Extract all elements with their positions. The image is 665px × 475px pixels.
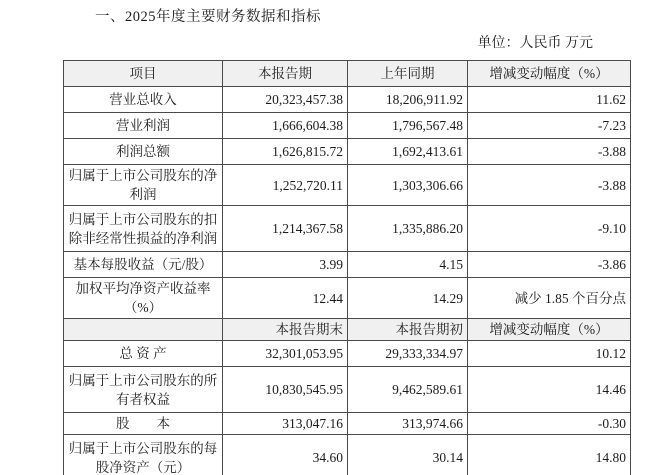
row-change: -3.88 xyxy=(468,165,631,206)
row-label: 归属于上市公司股东的净利润 xyxy=(64,165,223,206)
row-change: 10.12 xyxy=(468,341,631,367)
row-change: -9.10 xyxy=(468,206,631,252)
row-label: 股 本 xyxy=(64,413,223,435)
table-row xyxy=(64,435,631,475)
row-label: 归属于上市公司股东的每股净资产（元） xyxy=(64,435,223,475)
table-header-row-1 xyxy=(64,61,631,87)
unit-label: 单位：人民币 万元 xyxy=(477,36,593,51)
row-label: 营业利润 xyxy=(64,113,223,139)
row-current: 3.99 xyxy=(223,252,348,278)
row-prior: 1,796,567.48 xyxy=(348,113,468,139)
row-label: 加权平均净资产收益率（%） xyxy=(64,278,223,319)
row-prior: 18,206,911.92 xyxy=(348,87,468,113)
header-period-end: 本报告期末 xyxy=(223,319,348,341)
header-item-blank xyxy=(64,319,223,341)
row-prior: 9,462,589.61 xyxy=(348,367,468,413)
row-change: -3.86 xyxy=(468,252,631,278)
row-change: 14.46 xyxy=(468,367,631,413)
row-prior: 30.14 xyxy=(348,435,468,475)
row-change: 减少 1.85 个百分点 xyxy=(468,278,631,319)
row-change: -0.30 xyxy=(468,413,631,435)
row-current: 1,252,720.11 xyxy=(223,165,348,206)
row-current: 313,047.16 xyxy=(223,413,348,435)
row-current: 1,214,367.58 xyxy=(223,206,348,252)
row-current: 1,626,815.72 xyxy=(223,139,348,165)
header-change-pct-2: 增减变动幅度（%） xyxy=(468,319,631,341)
row-current: 1,666,604.38 xyxy=(223,113,348,139)
row-prior: 1,303,306.66 xyxy=(348,165,468,206)
header-change-pct: 增减变动幅度（%） xyxy=(468,61,631,87)
row-label: 归属于上市公司股东的所有者权益 xyxy=(64,367,223,413)
table-row xyxy=(64,165,631,206)
table-row xyxy=(64,139,631,165)
table-row xyxy=(64,252,631,278)
table-header-row-2 xyxy=(64,319,631,341)
table-row xyxy=(64,206,631,252)
row-prior: 14.29 xyxy=(348,278,468,319)
row-prior: 1,335,886.20 xyxy=(348,206,468,252)
financial-data-table xyxy=(63,60,631,475)
row-change: -7.23 xyxy=(468,113,631,139)
row-label: 总 资 产 xyxy=(64,341,223,367)
row-current: 32,301,053.95 xyxy=(223,341,348,367)
table-row xyxy=(64,113,631,139)
table-row xyxy=(64,87,631,113)
header-period-start: 本报告期初 xyxy=(348,319,468,341)
row-change: -3.88 xyxy=(468,139,631,165)
row-prior: 1,692,413.61 xyxy=(348,139,468,165)
section-title: 一、2025年度主要财务数据和指标 xyxy=(95,9,321,25)
table-row xyxy=(64,278,631,319)
row-current: 12.44 xyxy=(223,278,348,319)
row-label: 归属于上市公司股东的扣除非经常性损益的净利润 xyxy=(64,206,223,252)
header-prior-period: 上年同期 xyxy=(348,61,468,87)
row-current: 34.60 xyxy=(223,435,348,475)
table-row xyxy=(64,341,631,367)
row-label: 基本每股收益（元/股） xyxy=(64,252,223,278)
row-change: 14.80 xyxy=(468,435,631,475)
row-current: 20,323,457.38 xyxy=(223,87,348,113)
row-prior: 4.15 xyxy=(348,252,468,278)
row-change: 11.62 xyxy=(468,87,631,113)
row-prior: 29,333,334.97 xyxy=(348,341,468,367)
row-current: 10,830,545.95 xyxy=(223,367,348,413)
header-current-period: 本报告期 xyxy=(223,61,348,87)
table-row xyxy=(64,413,631,435)
header-item: 项目 xyxy=(64,61,223,87)
row-label: 利润总额 xyxy=(64,139,223,165)
table-row xyxy=(64,367,631,413)
row-label: 营业总收入 xyxy=(64,87,223,113)
row-prior: 313,974.66 xyxy=(348,413,468,435)
